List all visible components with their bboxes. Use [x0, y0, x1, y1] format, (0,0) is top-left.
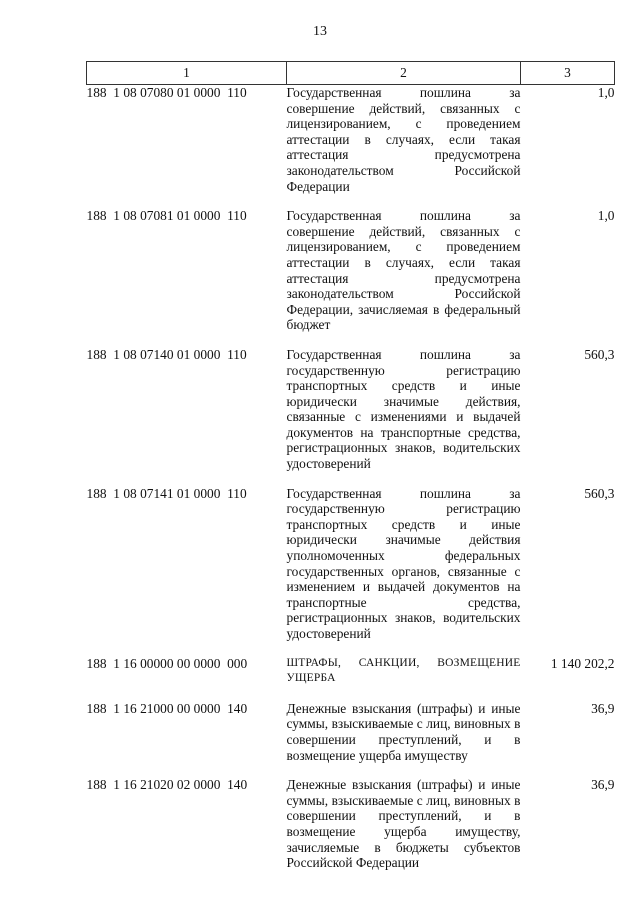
- amount: 560,3: [584, 346, 615, 362]
- revenue-name: ШТРАФЫ, САНКЦИИ, ВОЗМЕЩЕНИЕ УЩЕРБА: [286, 656, 521, 685]
- budget-revenue-table: [86, 61, 615, 871]
- table-row: [87, 656, 615, 687]
- classification-code: 188 1 16 21020 02 0000 140: [86, 777, 248, 793]
- amount: 1,0: [597, 208, 615, 224]
- classification-code: 188 1 08 07141 01 0000 110: [86, 485, 247, 501]
- revenue-name: Государственная пошлина за совершение действий, связанных с лицензированием, с проведением аттестации в случаях, если такая аттестация предусмотрена законодательством Российской Федерации: [286, 85, 521, 194]
- revenue-name: Денежные взыскания (штрафы) и иные суммы, взыскиваемые с лиц, виновных в совершении преступлений, и в возмещение ущерба имуществу, зачисляемые в бюджеты субъектов Российской Федерации: [286, 777, 521, 871]
- classification-code: 188 1 08 07140 01 0000 110: [86, 346, 247, 362]
- column-header-amount: 3: [521, 62, 615, 85]
- table-row: [87, 208, 615, 333]
- revenue-name: Государственная пошлина за государственную регистрацию транспортных средств и иные юридически значимые действия уполномоченных федеральных государственных органов, связанные с изменением и выдачей документов на транспортные средства, регистрационных знаков, водительских удостоверений: [286, 485, 521, 641]
- amount: 1 140 202,2: [550, 655, 615, 671]
- classification-code: 188 1 08 07080 01 0000 110: [86, 85, 247, 100]
- amount: 36,9: [591, 700, 615, 716]
- table-row: [87, 701, 615, 763]
- classification-code: 188 1 16 21000 00 0000 140: [86, 700, 248, 716]
- table-row: [87, 486, 615, 642]
- amount: 1,0: [597, 85, 615, 100]
- page-number: 13: [313, 24, 327, 39]
- table-row: [87, 347, 615, 472]
- table-row: [87, 85, 615, 195]
- amount: 36,9: [591, 777, 615, 793]
- classification-code: 188 1 08 07081 01 0000 110: [86, 208, 247, 224]
- column-header-name: 2: [287, 62, 521, 85]
- column-header-code: 1: [87, 62, 287, 85]
- table-row: [87, 777, 615, 871]
- revenue-name: Государственная пошлина за государственную регистрацию транспортных средств и иные юридически значимые действия, связанные с изменениями и выдачей документов на транспортные средства, регистрационных знаков, водительских удостоверений: [286, 346, 521, 472]
- revenue-name: Денежные взыскания (штрафы) и иные суммы, взыскиваемые с лиц, виновных в совершении преступлений, и в возмещение ущерба имуществу: [286, 700, 521, 763]
- classification-code: 188 1 16 00000 00 0000 000: [86, 655, 248, 671]
- table-header-row: [87, 62, 615, 85]
- amount: 560,3: [584, 485, 615, 501]
- revenue-name: Государственная пошлина за совершение действий, связанных с лицензированием, с проведением аттестации в случаях, если такая аттестация предусмотрена законодательством Российской Федерации, зачисляемая в федеральный бюджет: [286, 208, 521, 333]
